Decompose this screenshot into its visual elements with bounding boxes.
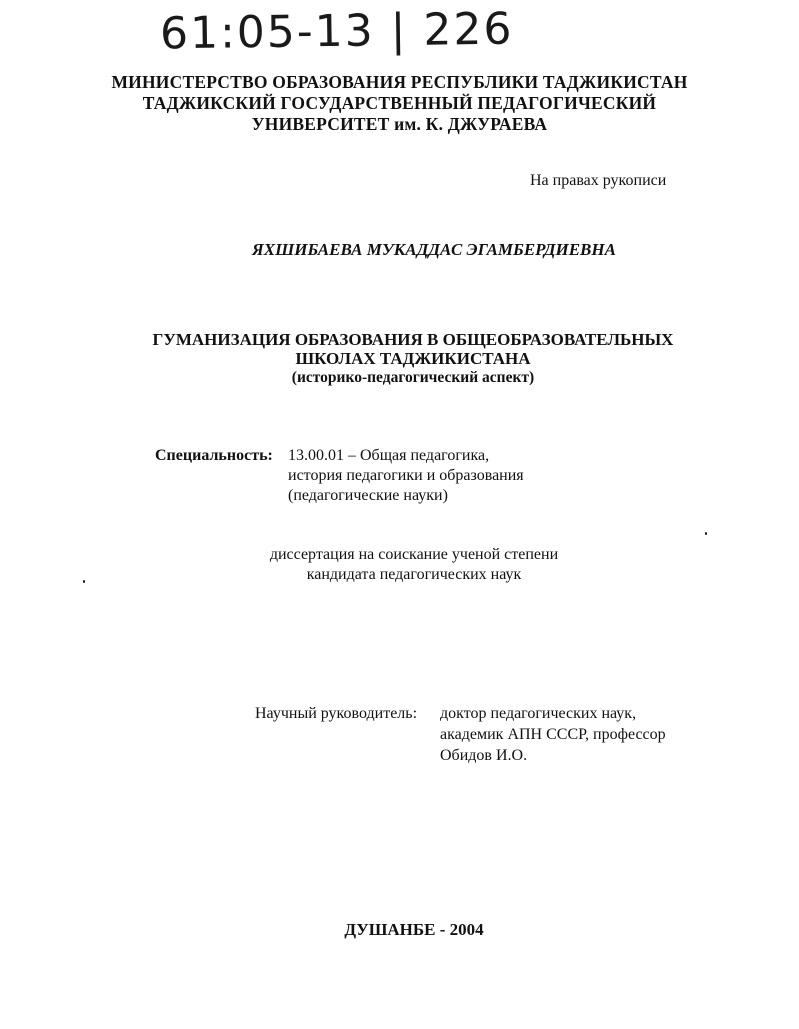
specialty-label: Специальность: — [155, 447, 273, 464]
supervisor-line-2: академик АПН СССР, профессор — [440, 726, 666, 743]
scan-speck — [705, 532, 707, 535]
title-line-2: ШКОЛАХ ТАДЖИКИСТАНА — [295, 349, 531, 368]
specialty-line-3: (педагогические науки) — [288, 487, 448, 504]
rights-note: На правах рукописи — [530, 172, 667, 189]
city-year: ДУШАНБЕ - 2004 — [344, 920, 484, 939]
ministry-line-2: ТАДЖИКСКИЙ ГОСУДАРСТВЕННЫЙ ПЕДАГОГИЧЕСКИЙ — [142, 93, 657, 113]
degree-line-2: кандидата педагогических наук — [306, 566, 522, 583]
degree-statement — [0, 545, 799, 585]
supervisor-label: Научный руководитель: — [255, 705, 418, 722]
title-subtitle: (историко-педагогический аспект) — [291, 369, 535, 386]
ministry-line-3: УНИВЕРСИТЕТ им. К. ДЖУРАЕВА — [251, 114, 548, 134]
title-line-1: ГУМАНИЗАЦИЯ ОБРАЗОВАНИЯ В ОБЩЕОБРАЗОВАТЕЛЬНЫХ — [152, 330, 674, 349]
supervisor-lines — [440, 703, 666, 766]
author-name: ЯХШИБАЕВА МУКАДДАС ЭГАМБЕРДИЕВНА — [252, 240, 616, 259]
ministry-line-1: МИНИСТЕРСТВО ОБРАЗОВАНИЯ РЕСПУБЛИКИ ТАДЖИКИСТАН — [111, 72, 688, 92]
scan-speck — [83, 580, 85, 583]
specialty-line-1: 13.00.01 – Общая педагогика, — [288, 447, 490, 464]
supervisor-line-3: Обидов И.О. — [440, 747, 528, 764]
specialty-line-2: история педагогики и образования — [288, 467, 524, 484]
handwritten-catalog-code: 61:05-13 | 226 — [159, 3, 514, 60]
specialty-lines — [288, 446, 524, 506]
degree-line-1: диссертация на соискание ученой степени — [269, 546, 559, 563]
dissertation-title — [0, 330, 799, 387]
supervisor-line-1: доктор педагогических наук, — [440, 705, 637, 722]
ministry-header — [0, 72, 799, 135]
